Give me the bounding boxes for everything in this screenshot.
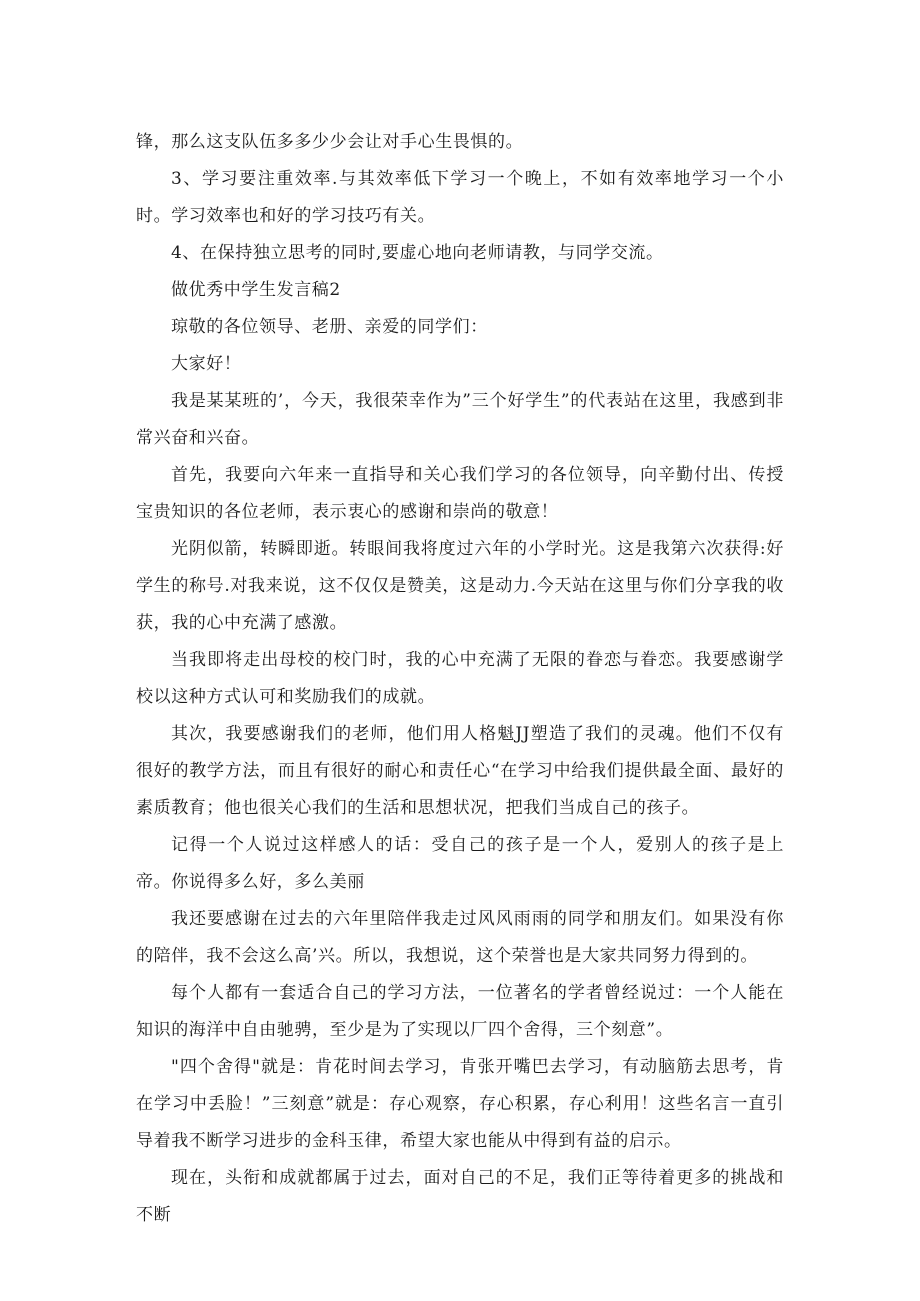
salutation: 琼敬的各位领导、老册、亲爱的同学们：: [171, 317, 488, 337]
document-body: [136, 124, 784, 1234]
paragraph-method: 每个人都有一套适合自己的学习方法，一位著名的学者曾经说过：一个人能在知识的海洋中自由驰骋，至少是为了实现以厂四个舍得，三个刻意”。: [136, 983, 784, 1040]
paragraph-quote: 记得一个人说过这样感人的话：受自己的孩子是一个人，爱别人的孩子是上帝。你说得多么好，多么美丽: [136, 835, 784, 892]
greeting: 大家好！: [171, 354, 242, 374]
section-title: 做优秀中学生发言稿2: [171, 280, 341, 300]
paragraph-tip-3: 3、学习要注重效率.与其效率低下学习一个晚上，不如有效率地学习一个小时。学习效率也和好的学习技巧有关。: [136, 169, 784, 226]
paragraph-tip-4: 4、在保持独立思考的同时,要虚心地向老师请教，与同学交流。: [171, 243, 664, 263]
paragraph-time: 光阴似箭，转瞬即逝。转眼间我将度过六年的小学时光。这是我第六次获得:好学生的称号.对我来说，这不仅仅是赞美，这是动力.今天站在这里与你们分享我的收获，我的心中充满了感激。: [136, 539, 784, 633]
paragraph-school: 当我即将走出母校的校门时，我的心中充满了无限的眷恋与眷恋。我要感谢学校以这种方式认可和奖励我们的成就。: [136, 650, 784, 707]
paragraph-intro: 我是某某班的’，今天，我很荣幸作为”三个好学生”的代表站在这里，我感到非常兴奋和兴奋。: [136, 391, 784, 448]
paragraph-now: 现在，头衔和成就都属于过去，面对自己的不足，我们正等待着更多的挑战和不断: [136, 1168, 784, 1225]
paragraph-thanks-leaders: 首先，我要向六年来一直指导和关心我们学习的各位领导，向辛勤付出、传授宝贵知识的各位老师，表示衷心的感谢和崇尚的敬意！: [136, 465, 784, 522]
paragraph-four-three: "四个舍得"就是：肯花时间去学习，肯张开嘴巴去学习，有动脑筋去思考，肯在学习中丢脸！”三刻意”就是：存心观察，存心积累，存心利用！这些名言一直引导着我不断学习进步的金科玉律，希望大家也能从中得到有益的启示。: [136, 1057, 784, 1151]
paragraph-continuation: 锋，那么这支队伍多多少少会让对手心生畏惧的。: [136, 132, 524, 152]
paragraph-teachers: 其次，我要感谢我们的老师，他们用人格魁JJ塑造了我们的灵魂。他们不仅有很好的教学方法，而且有很好的耐心和责任心“在学习中给我们提供最全面、最好的素质教育；他也很关心我们的生活和思想状况，把我们当成自己的孩子。: [136, 724, 784, 818]
paragraph-classmates: 我还要感谢在过去的六年里陪伴我走过风风雨雨的同学和朋友们。如果没有你的陪伴，我不会这么高’兴。所以，我想说，这个荣誉也是大家共同努力得到的。: [136, 909, 784, 966]
